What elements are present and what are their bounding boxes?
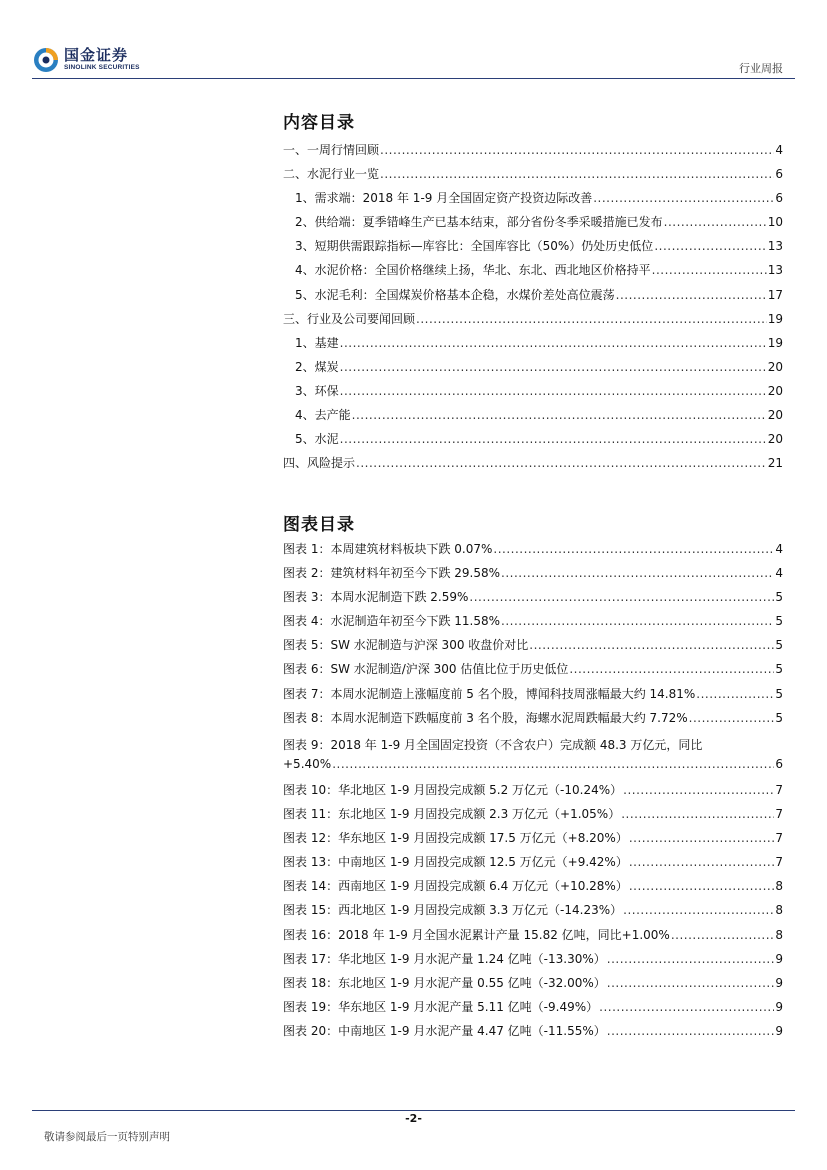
figure-entry[interactable]: [283, 950, 783, 974]
logo-mark-icon: [32, 46, 60, 74]
toc-entry-page: 20: [767, 432, 783, 447]
figure-entry[interactable]: [283, 709, 783, 733]
figure-entry[interactable]: [283, 612, 783, 636]
page-header: [0, 0, 827, 80]
leader-dots: [380, 143, 774, 157]
leader-dots: [607, 1024, 775, 1038]
toc-entry-label: 4、水泥价格：全国价格继续上扬，华北、东北、西北地区价格持平: [295, 263, 651, 278]
toc-entry-label: 一、一周行情回顾: [283, 143, 380, 157]
leader-dots: [607, 952, 775, 966]
figure-entry-label: 图表 14：西南地区 1-9 月固投完成额 6.4 万亿元（+10.28%）: [283, 879, 628, 894]
figure-entry-label: 图表 5：SW 水泥制造与沪深 300 收盘价对比: [283, 638, 529, 653]
figure-entry[interactable]: [283, 853, 783, 877]
toc-entry[interactable]: [283, 406, 783, 430]
toc-title: 内容目录: [283, 113, 355, 133]
figure-entry-label: 图表 2：建筑材料年初至今下跌 29.58%: [283, 566, 501, 581]
leader-dots: [469, 590, 774, 604]
figure-entry[interactable]: [283, 564, 783, 588]
toc-entry-label: 三、行业及公司要闻回顾: [283, 311, 416, 326]
toc-entry[interactable]: [283, 310, 783, 334]
toc-entry-label: 3、短期供需跟踪指标—库容比：全国库容比（50%）仍处历史低位: [295, 239, 654, 254]
figure-entry-page: 5: [775, 614, 783, 629]
leader-dots: [493, 542, 774, 556]
figures-title: 图表目录: [283, 515, 355, 535]
figures-list: [283, 540, 783, 1046]
figure-entry-label: 图表 1：本周建筑材料板块下跌 0.07%: [283, 542, 493, 556]
leader-dots: [529, 638, 774, 652]
toc-entry[interactable]: [283, 382, 783, 406]
figure-label: +5.40%: [283, 756, 332, 771]
leader-dots: [689, 711, 775, 725]
leader-dots: [340, 384, 767, 398]
figure-entry-label: 图表 12：华东地区 1-9 月固投完成额 17.5 万亿元（+8.20%）: [283, 831, 628, 846]
leader-dots: [652, 263, 767, 277]
leader-dots: [340, 432, 767, 446]
toc-entry-page: 19: [767, 335, 783, 350]
leader-dots: [696, 687, 774, 701]
figure-entry-page: 5: [775, 662, 783, 677]
footer-divider: [32, 1110, 795, 1111]
figure-entry[interactable]: [283, 926, 783, 950]
figure-entry-page: 9: [775, 975, 783, 990]
figure-entry[interactable]: [283, 901, 783, 925]
toc-entry[interactable]: [283, 334, 783, 358]
figure-entry-page: 7: [775, 807, 783, 822]
figure-entry-page: 4: [775, 566, 783, 581]
toc-entry-label: 2、供给端：夏季错峰生产已基本结束，部分省份冬季采暖措施已发布: [295, 215, 663, 230]
figure-entry-page: 4: [775, 542, 783, 556]
leader-dots: [629, 831, 775, 845]
figure-entry-page: 8: [775, 879, 783, 894]
figure-entry-page: 8: [775, 903, 783, 918]
figure-entry-9-line1[interactable]: 图表 9：2018 年 1-9 月全国固定投资（不含农户）完成额 48.3 万亿元，同比: [283, 737, 703, 752]
figure-entry-label: 图表 16：2018 年 1-9 月全国水泥累计产量 15.82 亿吨，同比+1.00%: [283, 927, 670, 942]
toc-entry[interactable]: [283, 189, 783, 213]
toc-entry-page: 17: [767, 287, 783, 302]
leader-dots: [593, 191, 774, 205]
leader-dots: [380, 167, 774, 181]
figure-entry-label: 图表 11：东北地区 1-9 月固投完成额 2.3 万亿元（+1.05%）: [283, 807, 621, 822]
figure-entry-page: 9: [775, 999, 783, 1014]
figure-entry-label: 图表 3：本周水泥制造下跌 2.59%: [283, 590, 469, 605]
leader-dots: [629, 855, 775, 869]
leader-dots: [654, 239, 766, 253]
leader-dots: [569, 662, 774, 676]
figure-entry[interactable]: [283, 805, 783, 829]
figure-entry-label: 图表 7：本周水泥制造上涨幅度前 5 名个股，博闻科技周涨幅最大约 14.81%: [283, 686, 696, 701]
toc-entry[interactable]: [283, 213, 783, 237]
figure-entry-label: 图表 15：西北地区 1-9 月固投完成额 3.3 万亿元（-14.23%）: [283, 903, 623, 918]
figure-entry-page: 9: [775, 1023, 783, 1038]
toc-entry[interactable]: [283, 454, 783, 478]
figure-entry-label: 图表 10：华北地区 1-9 月固投完成额 5.2 万亿元（-10.24%）: [283, 782, 623, 797]
toc-entry-label: 四、风险提示: [283, 456, 356, 471]
toc-entry[interactable]: [283, 237, 783, 261]
leader-dots: [340, 360, 767, 374]
toc-entry-label: 2、煤炭: [295, 359, 339, 374]
figure-entry-page: 8: [775, 927, 783, 942]
leader-dots: [623, 903, 774, 917]
leader-dots: [623, 783, 774, 797]
figure-entry-page: 5: [775, 638, 783, 653]
figure-page: 6: [775, 756, 783, 771]
logo-chinese-name: 国金证券: [64, 46, 129, 65]
leader-dots: [599, 1000, 774, 1014]
toc-entry-page: 6: [775, 167, 783, 182]
leader-dots: [352, 408, 767, 422]
leader-dots: [616, 288, 767, 302]
figure-entry-label: 图表 17：华北地区 1-9 月水泥产量 1.24 亿吨（-13.30%）: [283, 951, 606, 966]
figure-entry-label: 图表 19：华东地区 1-9 月水泥产量 5.11 亿吨（-9.49%）: [283, 999, 599, 1014]
toc-entry[interactable]: [283, 165, 783, 189]
figure-entry-label: 图表 13：中南地区 1-9 月固投完成额 12.5 万亿元（+9.42%）: [283, 855, 628, 870]
figure-entry-page: 5: [775, 686, 783, 701]
figure-entry[interactable]: [283, 588, 783, 612]
toc-entry[interactable]: [283, 430, 783, 454]
toc-entry-page: 10: [767, 215, 783, 230]
company-logo: [32, 46, 140, 74]
toc-entry-label: 5、水泥: [295, 432, 339, 447]
toc-entry-page: 4: [775, 143, 783, 157]
figure-entry-page: 9: [775, 951, 783, 966]
leader-dots: [671, 928, 775, 942]
figure-entry[interactable]: [283, 685, 783, 709]
toc-entry-page: 20: [767, 359, 783, 374]
leader-dots: [629, 879, 775, 893]
logo-english-name: SINOLINK SECURITIES: [64, 64, 140, 72]
toc-entry-page: 13: [767, 263, 783, 278]
report-type-label: 行业周报: [739, 62, 783, 75]
leader-dots: [501, 614, 774, 628]
toc-list: [283, 141, 783, 478]
figure-entry-label: 图表 18：东北地区 1-9 月水泥产量 0.55 亿吨（-32.00%）: [283, 975, 606, 990]
toc-entry-page: 13: [767, 239, 783, 254]
figure-entry-page: 7: [775, 855, 783, 870]
figure-entry[interactable]: [283, 998, 783, 1022]
page-number: -2-: [405, 1112, 422, 1125]
toc-entry-label: 3、环保: [295, 383, 339, 398]
figure-entry[interactable]: [283, 781, 783, 805]
leader-dots: [356, 456, 767, 470]
figure-entry-label: 图表 6：SW 水泥制造/沪深 300 估值比位于历史低位: [283, 662, 569, 677]
toc-entry-label: 1、需求端：2018 年 1-9 月全国固定资产投资边际改善: [295, 191, 593, 206]
figure-entry[interactable]: [283, 636, 783, 660]
leader-dots: [416, 312, 767, 326]
toc-entry[interactable]: [283, 141, 783, 165]
figure-entry-label: 图表 4：水泥制造年初至今下跌 11.58%: [283, 614, 501, 629]
toc-entry-page: 19: [767, 311, 783, 326]
leader-dots: [501, 566, 774, 580]
leader-dots: [664, 215, 767, 229]
leader-dots: [332, 757, 774, 771]
figure-entry[interactable]: [283, 540, 783, 564]
toc-entry-label: 5、水泥毛利：全国煤炭价格基本企稳，水煤价差处高位震荡: [295, 287, 615, 302]
toc-entry-label: 二、水泥行业一览: [283, 167, 380, 182]
figure-entry-page: 7: [775, 831, 783, 846]
figure-entry-9-line2[interactable]: [283, 757, 783, 781]
toc-entry-label: 4、去产能: [295, 408, 351, 423]
toc-entry-label: 1、基建: [295, 335, 339, 350]
leader-dots: [621, 807, 774, 821]
figure-entry[interactable]: [283, 1022, 783, 1046]
figure-entry[interactable]: [283, 974, 783, 998]
toc-entry[interactable]: [283, 358, 783, 382]
figure-entry-page: 5: [775, 590, 783, 605]
toc-entry[interactable]: [283, 261, 783, 285]
disclaimer-text: 敬请参阅最后一页特别声明: [44, 1131, 170, 1143]
toc-entry-page: 21: [767, 456, 783, 471]
figure-entry-label: 图表 20：中南地区 1-9 月水泥产量 4.47 亿吨（-11.55%）: [283, 1023, 606, 1038]
toc-entry[interactable]: [283, 286, 783, 310]
toc-entry-page: 20: [767, 408, 783, 423]
leader-dots: [607, 976, 775, 990]
figure-entry-page: 7: [775, 782, 783, 797]
toc-entry-page: 20: [767, 383, 783, 398]
figure-entry[interactable]: [283, 660, 783, 684]
toc-entry-page: 6: [775, 191, 783, 206]
figure-entry[interactable]: [283, 877, 783, 901]
figure-entry[interactable]: [283, 829, 783, 853]
header-divider: [32, 78, 795, 79]
figure-entry-label: 图表 8：本周水泥制造下跌幅度前 3 名个股，海螺水泥周跌幅最大约 7.72%: [283, 710, 688, 725]
leader-dots: [340, 336, 767, 350]
figure-entry-page: 5: [775, 710, 783, 725]
